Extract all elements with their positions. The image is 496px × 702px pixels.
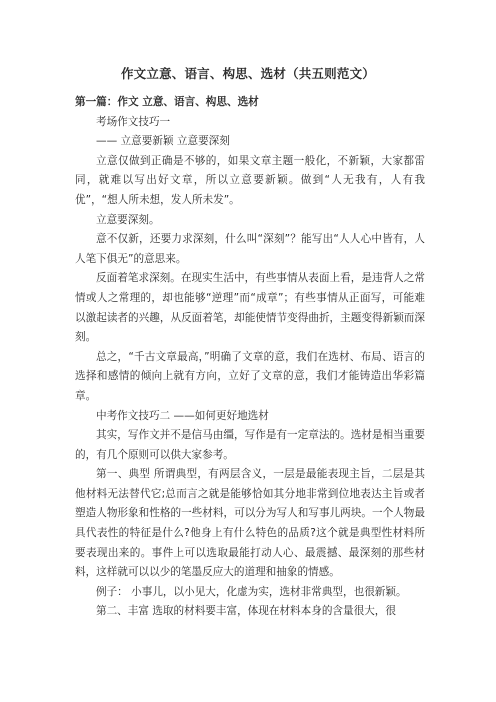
skill-two-heading: 中考作文技巧二 ——如何更好地选材 (96, 409, 269, 422)
skill-one-heading: 考场作文技巧一 (96, 115, 171, 128)
skill-one-subheading: —— 立意要新颖 立意要深刻 (96, 135, 230, 148)
paragraph: 立意要深刻。 (96, 213, 160, 226)
paragraph: 其实，写作文并不是信马由缰，写作是有一定章法的。选材是相当重要的，有几个原则可以供大家参考。 (75, 429, 425, 461)
section-heading: 第一篇：作文 立意、语言、构思、选材 (75, 96, 259, 108)
document-title: 作文立意、语言、构思、选材（共五则范文） (120, 66, 375, 81)
paragraph: 反面着笔求深刻。在现实生活中，有些事情从表面上看，是违背人之常情或人之常理的，却也能够“逆理”而“成章”；有些事情从正面写，可能难以激起读者的兴趣，从反面着笔，却能使情节变得曲折，主题变得新颖而深刻。 (75, 272, 425, 344)
paragraph: 第一、典型 所谓典型，有两层含义，一层是最能表现主旨，二层是其他材料无法替代它;总而言之就是能够恰如其分地非常到位地表达主旨或者塑造人物形象和性格的一些材料，可以分为写人和写事儿两块。一个人物最具代表性的特征是什么?他身上有什么特色的品质?这个就是典型性材料所要表现出来的。事件上可以选取最能打动人心、最震撼、最深刻的那些材料，这样就可以以少的笔墨反应大的道理和抽象的情感。 (75, 468, 425, 579)
paragraph: 第二、丰富 选取的材料要丰富，体现在材料本身的含量很大，很 (96, 605, 396, 618)
document-body (75, 93, 425, 622)
paragraph: 意不仅新，还要力求深刻，什么叫“深刻”？能写出“人人心中皆有，人人笔下俱无”的意思来。 (75, 233, 425, 265)
paragraph: 总之，“千古文章最高，”明确了文章的意，我们在选材、布局、语言的选择和感情的倾向上就有方向，立好了文章的意，我们才能铸造出华彩篇章。 (75, 350, 425, 402)
paragraph: 例子： 小事儿，以小见大，化虚为实，选材非常典型，也很新颖。 (96, 585, 407, 598)
paragraph: 立意仅做到正确是不够的，如果文章主题一般化，不新颖，大家都雷同，就难以写出好文章，所以立意要新颖。做到“人无我有，人有我优”，“想人所未想，发人所未发”。 (75, 154, 425, 206)
